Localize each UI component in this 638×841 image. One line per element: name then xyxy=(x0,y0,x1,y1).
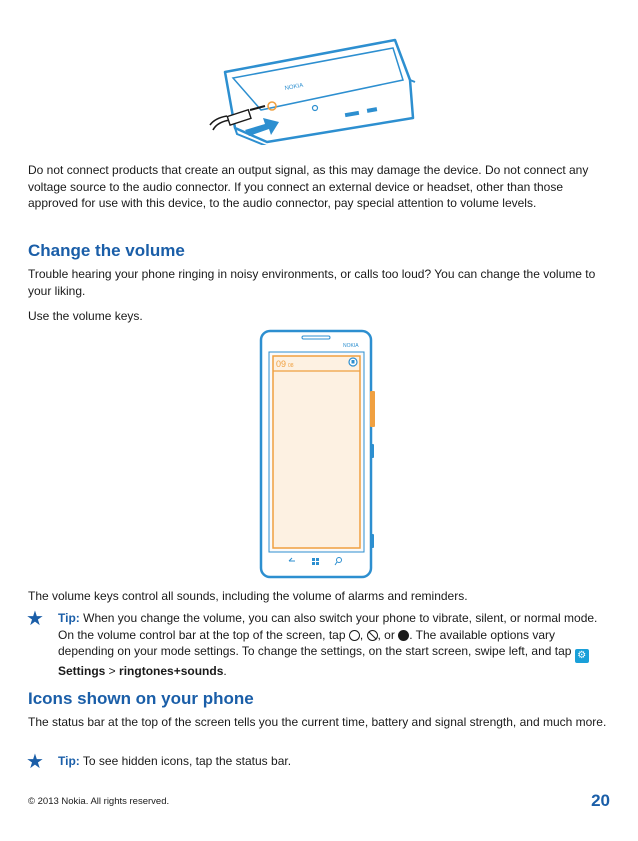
svg-text:08: 08 xyxy=(288,363,294,369)
heading-change-volume: Change the volume xyxy=(28,241,185,260)
status-time: 09 xyxy=(276,359,287,369)
warning-paragraph: Do not connect products that create an output signal, as this may damage the device. Do not connect any voltage source to the audio connector. If you connect an external device or headset, other than those approved for use with this device, to the audio connector, pay special attention to volume levels. xyxy=(28,163,589,210)
tip-star-icon: ★ xyxy=(26,608,44,630)
volume-tip: Tip: When you change the volume, you can also switch your phone to vibrate, silent, or normal mode. On the volume control bar at the top of the screen, tap , , or . The available options vary depending on your mode settings. To change the settings, on the start screen, swipe left, and tap ⚙ Settings > ringtones+sounds. xyxy=(58,611,598,678)
audio-jack-illustration xyxy=(195,30,425,145)
silent-mode-icon[interactable] xyxy=(367,630,378,641)
tip-star-icon: ★ xyxy=(26,751,44,773)
settings-gear-icon: ⚙ xyxy=(575,649,589,663)
volume-intro: Trouble hearing your phone ringing in noisy environments, or calls too loud? You can change the volume to your liking. xyxy=(28,267,596,298)
brand-logo: NOKIA xyxy=(284,82,304,92)
page-number: 20 xyxy=(591,791,610,810)
svg-text:NOKIA: NOKIA xyxy=(343,343,359,349)
icons-tip: Tip: To see hidden icons, tap the status bar. xyxy=(58,754,292,768)
ring-mode-icon[interactable] xyxy=(398,630,409,641)
use-volume-keys: Use the volume keys. xyxy=(28,309,143,323)
heading-icons-shown: Icons shown on your phone xyxy=(28,689,254,708)
phone-volume-keys-illustration xyxy=(255,329,380,581)
volume-keys-control: The volume keys control all sounds, including the volume of alarms and reminders. xyxy=(28,589,468,603)
vibrate-mode-icon[interactable] xyxy=(349,630,360,641)
copyright: © 2013 Nokia. All rights reserved. xyxy=(28,796,170,807)
icons-intro: The status bar at the top of the screen tells you the current time, battery and signal strength, and much more. xyxy=(28,715,607,729)
